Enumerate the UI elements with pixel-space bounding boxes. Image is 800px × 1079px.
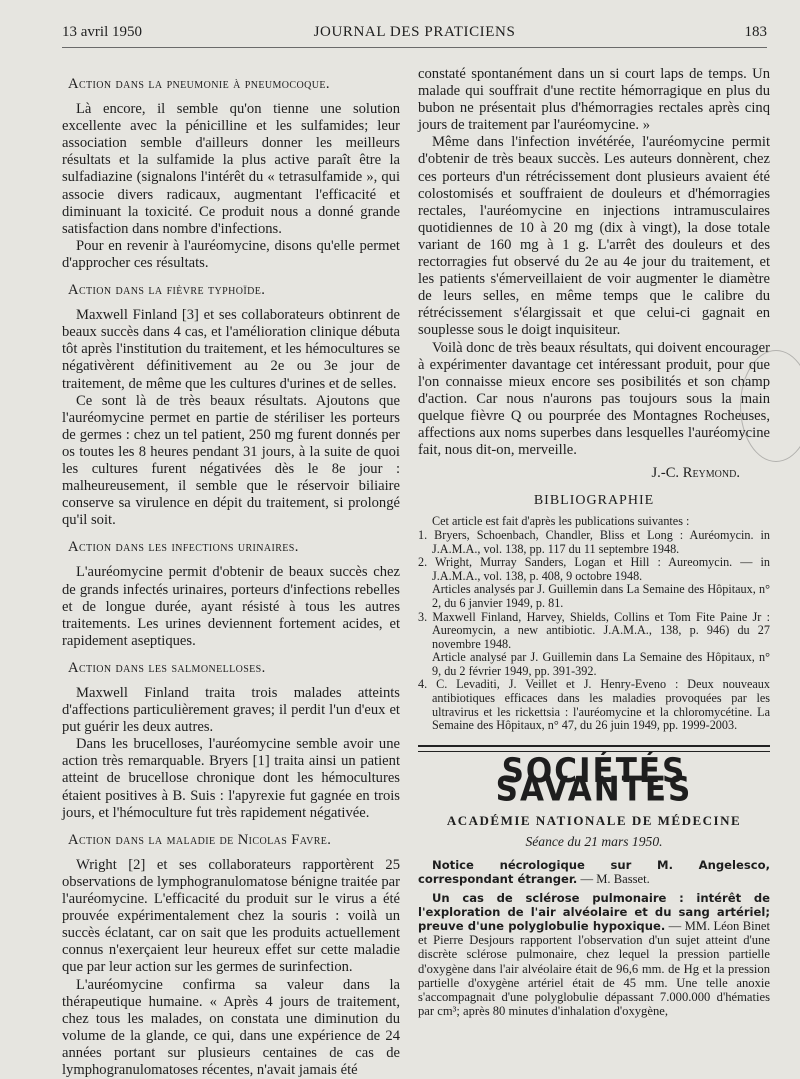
reference-1: 1. Bryers, Schoenbach, Chandler, Bliss et Long : Auréomycin. in J.A.M.A., vol. 138, pp. 117 du 11 septembre 1948.	[418, 529, 770, 556]
notice-item	[418, 858, 770, 886]
academie-heading: ACADÉMIE NATIONALE DE MÉDECINE	[418, 812, 770, 829]
header-date: 13 avril 1950	[62, 24, 142, 41]
section-title-nicolas-favre: Action dans la maladie de Nicolas Favre.	[68, 832, 400, 849]
paragraph: Wright [2] et ses collaborateurs rapportèrent 25 observations de lymphogranulomatose bénigne traitée par l'auréomycine. L'efficacité du produit sur le virus a été prouvée expérimentalement chez la souris : voilà un succès éclatant, car on sait que les produits actuellement connus n'exerçaient leur heureux effet sur cette maladie que par leur action sur les germes de surinfection.	[62, 857, 400, 977]
paragraph: Maxwell Finland [3] et ses collaborateurs obtinrent de beaux succès dans 4 cas, et l'amélioration clinique débuta tôt après l'institution du traitement, et les hémocultures se négativèrent définitivement au 2e ou 3e jour de traitement, de même que les cultures d'urines et de selles.	[62, 307, 400, 392]
journal-title: JOURNAL DES PRATICIENS	[62, 24, 767, 41]
reference-4: 4. C. Levaditi, J. Veillet et J. Henry-Eveno : Deux nouveaux antibiotiques efficaces dans les maladies provoquées par les ultravirus et les rickettsia : l'auréomycine et la chloromycétine. La Semaine des Hôpitaux, n° 47, du 26 juin 1949, pp. 1999-2003.	[418, 678, 770, 732]
header-rule	[62, 47, 767, 48]
case-text: — MM. Léon Binet et Pierre Desjours rapportent l'observation d'un sujet atteint d'une discrète sclérose pulmonaire, chez lequel la pression partielle d'oxygène dans l'air alvéolaire était de 96,6 mm. de Hg et la pression partielle d'oxygène artériel était de 45 mm. Une telle anoxie s'accompagnait d'une polyglobulie dépassant 7.000.000 d'hématies par cm³; après 80 minutes d'inhalation d'oxygène,	[418, 919, 770, 1018]
paragraph: Ce sont là de très beaux résultats. Ajoutons que l'auréomycine permet en partie de stériliser les porteurs de germes : chez un tel patient, 250 mg furent donnés per os toutes les 8 heures pendant 31 jours, à la suite de quoi les cultures furent négativées dès le 8e jour : malheureusement, il semble que le réservoir biliaire conserve sa virulence en dépit du traitement, si prolongé qu'il soit.	[62, 393, 400, 530]
bibliography	[418, 515, 770, 733]
bibliography-intro: Cet article est fait d'après les publications suivantes :	[418, 515, 770, 529]
page-number: 183	[745, 24, 768, 41]
reference-3-note: Article analysé par J. Guillemin dans La Semaine des Hôpitaux, n° 9, du 2 février 1949, pp. 391-392.	[418, 651, 770, 678]
reference-2-note: Articles analysés par J. Guillemin dans La Semaine des Hôpitaux, n° 2, du 6 janvier 1949, p. 81.	[418, 583, 770, 610]
session-notes	[418, 858, 770, 1018]
paragraph: L'auréomycine permit d'obtenir de beaux succès chez de grands infectés urinaires, porteurs d'infections rebelles et de longue durée, ayant résisté à tous les autres traitements. Les urines deviennent fortement acides, et rapidement aseptiques.	[62, 564, 400, 649]
section-title-urinaires: Action dans les infections urinaires.	[68, 539, 400, 556]
paragraph: Même dans l'infection invétérée, l'auréomycine permit d'obtenir de très beaux succès. Les auteurs donnèrent, chez ces porteurs d'un rétrécissement dont plusieurs avaient été colostomisés et souffraient de douleurs et d'hémorragies rectales, l'auréomycine en injections intramusculaires quotidiennes de 10 à 20 mg (dix à vingt), la dose totale variant de 160 mg à 1 g. L'arrêt des douleurs et des rectorragies fut observé du 2e au 4e jour du traitement, et les patients s'émerveillaient de voir augmenter le diamètre de leurs selles, en même temps que le calibre du rétrécissement s'élargissait et que celui-ci gagnait en souplesse sous le doigt inquisiteur.	[418, 134, 770, 339]
left-column	[62, 66, 400, 1079]
societes-savantes-heading: SOCIÉTÉS SAVANTES	[418, 762, 770, 799]
paragraph: Voilà donc de très beaux résultats, qui doivent encourager à expérimenter davantage cet intéressant produit, pour que l'on connaisse mieux encore ses posibilités et son champ d'action. Car nous n'aurons pas toujours sous la main quelque fièvre Q ou pourprée des Montagnes Rocheuses, affections aux noms superbes dans lesquelles l'auréomycine fait, nous dit-on, merveille.	[418, 340, 770, 460]
reference-3: 3. Maxwell Finland, Harvey, Shields, Collins et Tom Fite Paine Jr : Aureomycin, a new antibiotic. J.A.M.A., 138, p. 946) du 27 novembre 1948.	[418, 611, 770, 652]
section-title-typhoide: Action dans la fièvre typhoïde.	[68, 282, 400, 299]
reference-2: 2. Wright, Murray Sanders, Logan et Hill : Aureomycin. — in J.A.M.A., vol. 138, p. 408, 9 octobre 1948.	[418, 556, 770, 583]
seance-date: Séance du 21 mars 1950.	[418, 833, 770, 850]
paragraph: Dans les brucelloses, l'auréomycine semble avoir une action très remarquable. Bryers [1] traita ainsi un patient atteint de brucellose chronique dont les hémocultures étaient positives à B. Suis : l'apyrexie fut gagnée en trois jours, et l'hémoculture fut très rapidement négativée.	[62, 736, 400, 821]
section-divider	[418, 745, 770, 752]
paragraph: Là encore, il semble qu'on tienne une solution excellente avec la pénicilline et les sulfamides; leur association semble d'ailleurs donner les meilleurs résultats et la sulfamide la plus active paraît être la sulfadiazine (signalons l'intérêt du « tetrasulfamide », qui associe divers radicaux, augmentant l'efficacité et diminuant la toxicité. Ce produit nous a donné grande satisfaction dans nombre d'infections.	[62, 101, 400, 238]
bibliography-title: BIBLIOGRAPHIE	[418, 492, 770, 509]
paragraph: L'auréomycine confirma sa valeur dans la thérapeutique humaine. « Après 4 jours de traitement, chez tous les malades, on constata une diminution du volume de la glande, ce qui, dans une expérience de 24 années portant sur plusieurs centaines de cas de lymphogranulomatoses récentes, n'avait jamais été	[62, 977, 400, 1079]
author-signature: J.-C. Reymond.	[418, 465, 740, 482]
section-title-salmonelloses: Action dans les salmonelloses.	[68, 660, 400, 677]
section-title-pneumonie: Action dans la pneumonie à pneumocoque.	[68, 76, 400, 93]
case-item	[418, 891, 770, 1019]
paragraph: Pour en revenir à l'auréomycine, disons qu'elle permet d'approcher ces résultats.	[62, 238, 400, 272]
notice-author: — M. Basset.	[577, 872, 649, 886]
paragraph: constaté spontanément dans un si court laps de temps. Un malade qui souffrait d'une rectite hémorragique en plus du bubon ne présentait plus d'hémorragies rectales après cinq jours de traitement par l'auréomycine. »	[418, 66, 770, 134]
case-title: Un cas de sclérose pulmonaire : intérêt de l'exploration de l'air alvéolaire et du sang artériel; preuve d'une polyglobulie hypoxique.	[418, 891, 770, 933]
notice-title: Notice nécrologique sur M. Angelesco, correspondant étranger.	[418, 858, 770, 886]
page-header	[62, 24, 767, 46]
right-column	[418, 66, 770, 1022]
paragraph: Maxwell Finland traita trois malades atteints d'affections particulièrement graves; il perdit l'un d'eux et put guérir les deux autres.	[62, 685, 400, 736]
